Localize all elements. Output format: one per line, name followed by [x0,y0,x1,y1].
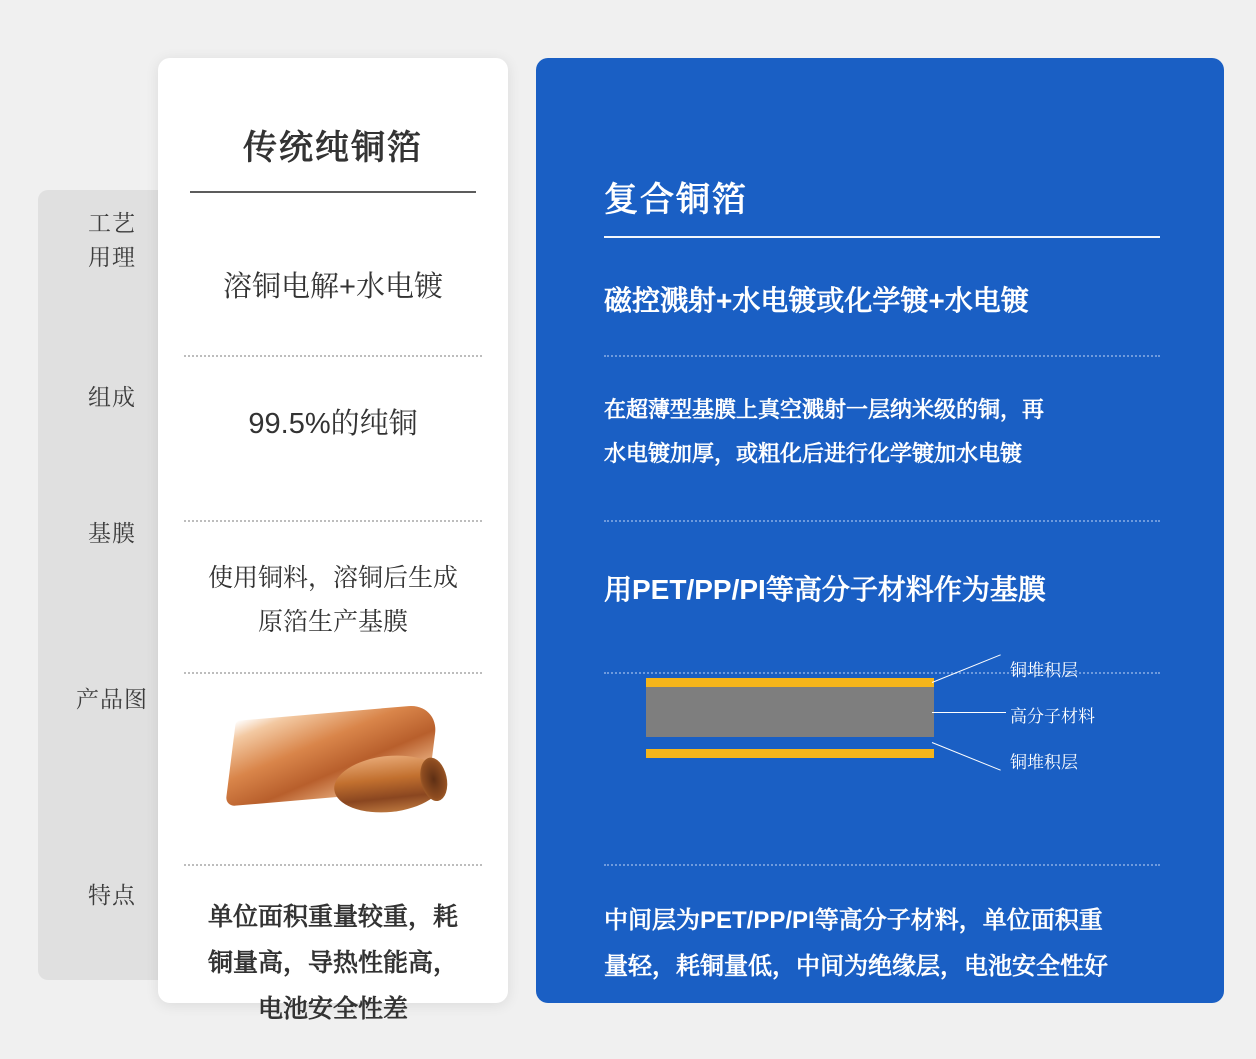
composite-divider-4 [604,864,1160,866]
composite-title-divider [604,236,1160,238]
traditional-divider-4 [184,864,482,866]
composite-base-film-text: 用PET/PP/PI等高分子材料作为基膜 [604,574,1046,605]
copper-foil-product-image [184,706,482,846]
composite-composition-text [604,388,1160,476]
traditional-base-film-line1: 使用铜料，溶铜后生成 [207,564,458,592]
traditional-copper-foil-card [158,58,508,1023]
traditional-base-film-line2: 原箔生产基膜 [257,608,408,636]
copper-layer-top [646,678,934,687]
copper-layer-bottom [646,749,934,758]
callout-polymer: 高分子材料 [1010,707,1095,726]
traditional-title-divider [190,191,476,193]
row-label-features-line1: 特点 [88,882,136,908]
leader-line-top [932,654,1001,683]
callout-copper-top: 铜堆积层 [1010,661,1078,680]
polymer-layer-middle [646,687,934,737]
traditional-divider-3 [184,672,482,674]
traditional-card-title: 传统纯铜箔 [243,129,423,167]
traditional-process-text: 溶铜电解+水电镀 [223,271,443,303]
copper-roll-core [416,755,451,803]
traditional-divider-1 [184,355,482,357]
leader-line-bottom [932,742,1001,771]
traditional-features-text [184,894,482,1032]
composite-divider-1 [604,355,1160,357]
row-label-process-line1: 工艺 [88,210,136,236]
composite-composition-line2: 水电镀加厚，或粗化后进行化学镀加水电镀 [604,441,1023,466]
composite-layer-diagram [646,661,1095,772]
traditional-features-line2: 铜量高，导热性能高， [207,949,458,977]
traditional-features-line1: 单位面积重量较重，耗 [207,903,458,931]
composite-composition-line1: 在超薄型基膜上真空溅射一层纳米级的铜，再 [604,397,1045,422]
composite-card-title: 复合铜箔 [604,181,748,219]
composite-divider-2 [604,520,1160,522]
row-label-product-image-line1: 产品图 [76,686,148,712]
composite-features-text [604,898,1160,990]
composite-features-line1: 中间层为PET/PP/PI等高分子材料，单位面积重 [604,907,1103,934]
callout-copper-bottom: 铜堆积层 [1010,753,1078,772]
leader-line-middle [932,712,1006,713]
row-label-process-line2: 用理 [88,244,136,270]
traditional-divider-2 [184,520,482,522]
row-label-composition-line1: 组成 [88,384,136,410]
traditional-base-film-text [184,556,482,644]
row-label-base-film-line1: 基膜 [88,520,136,546]
composite-features-line2: 量轻，耗铜量低，中间为绝缘层，电池安全性好 [604,953,1108,980]
composite-process-text: 磁控溅射+水电镀或化学镀+水电镀 [604,285,1029,316]
traditional-composition-text: 99.5%的纯铜 [248,408,418,440]
traditional-features-line3: 电池安全性差 [257,995,408,1023]
composite-copper-foil-card [536,58,1224,1003]
